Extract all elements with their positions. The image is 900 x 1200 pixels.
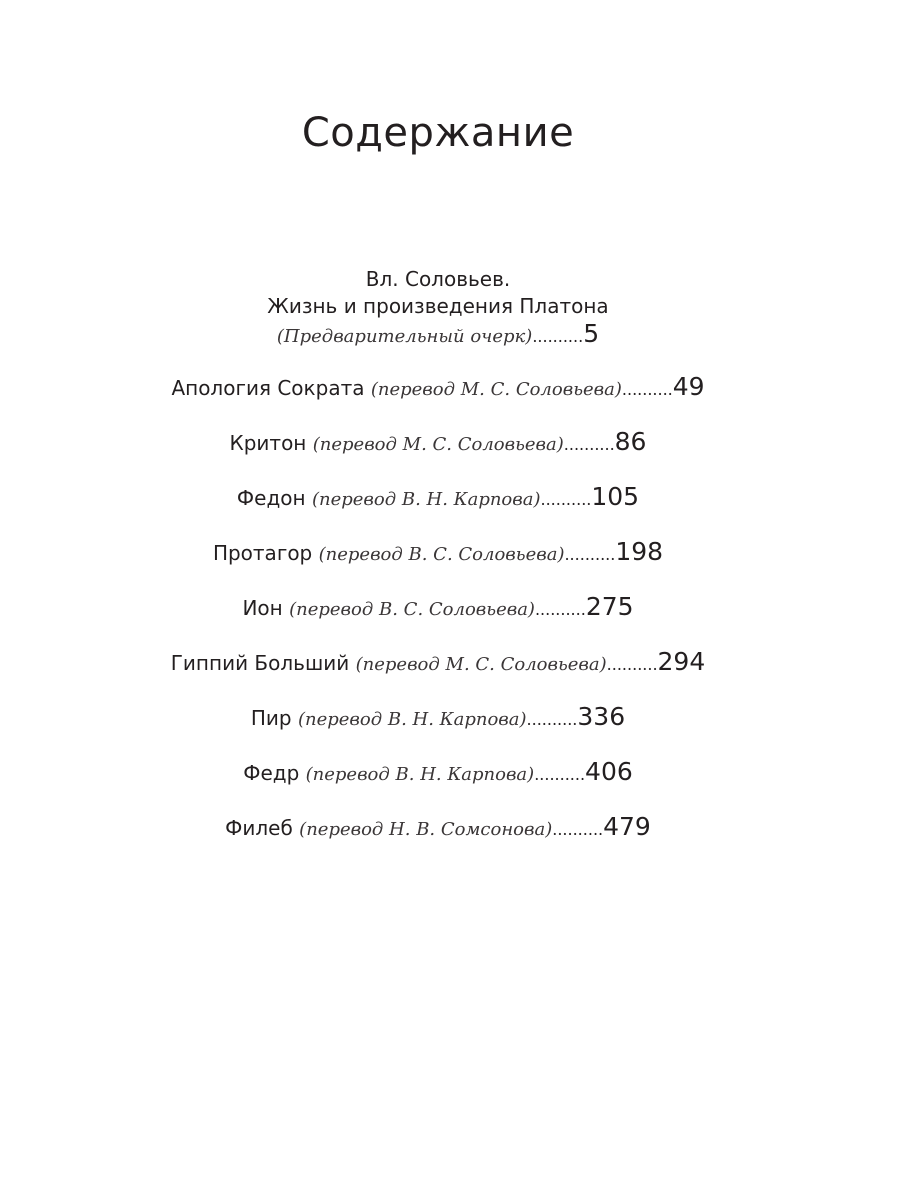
translator-note: (перевод В. Н. Карпова) [297, 709, 527, 730]
dot-leader: .......... [534, 600, 586, 619]
work-title: Пир [250, 706, 292, 730]
dot-leader: .......... [540, 490, 592, 509]
work-title: Ион [242, 596, 283, 620]
dot-leader: .......... [621, 380, 673, 399]
dot-leader: .......... [532, 327, 584, 346]
page-number: 275 [585, 592, 634, 621]
toc-entry [0, 642, 876, 697]
page-number: 406 [585, 757, 633, 786]
dot-leader: .......... [526, 710, 578, 729]
page-number: 105 [591, 482, 640, 511]
translator-note: (перевод В. Н. Карпова) [305, 764, 535, 785]
page-title: Содержание [301, 110, 575, 156]
table-of-contents [0, 367, 876, 862]
intro-note-line [0, 320, 876, 350]
intro-note: (Предварительный очерк) [276, 326, 533, 347]
work-title: Протагор [212, 541, 313, 565]
dot-leader: .......... [564, 545, 616, 564]
page-number: 86 [614, 427, 647, 456]
work-title: Апология Сократа [171, 376, 365, 400]
toc-intro-entry [0, 266, 876, 350]
translator-note: (перевод В. С. Соловьева) [289, 599, 535, 620]
translator-note: (перевод М. С. Соловьева) [312, 434, 564, 455]
translator-note: (перевод В. С. Соловьева) [318, 544, 565, 565]
page-number: 336 [577, 702, 626, 731]
work-title: Критон [229, 431, 307, 455]
intro-work-title: Жизнь и произведения Платона [267, 294, 609, 318]
dot-leader: .......... [606, 655, 658, 674]
translator-note: (перевод В. Н. Карпова) [311, 489, 541, 510]
intro-author: Вл. Соловьев. [365, 267, 511, 291]
page-number: 479 [603, 812, 651, 841]
toc-entry [0, 367, 876, 422]
toc-entry [0, 587, 876, 642]
page-number: 294 [657, 647, 706, 676]
toc-entry [0, 807, 876, 862]
work-title: Гиппий Больший [170, 651, 350, 675]
page-number: 49 [672, 372, 705, 401]
work-title: Федр [243, 761, 300, 785]
translator-note: (перевод М. С. Соловьева) [355, 654, 607, 675]
work-title: Филеб [225, 816, 293, 840]
page-number: 198 [615, 537, 664, 566]
dot-leader: .......... [552, 820, 604, 839]
translator-note: (перевод Н. В. Сомсонова) [299, 819, 553, 840]
dot-leader: .......... [563, 435, 615, 454]
toc-entry [0, 697, 876, 752]
dot-leader: .......... [534, 765, 586, 784]
work-title: Федон [236, 486, 306, 510]
toc-entry [0, 752, 876, 807]
page-number: 5 [583, 319, 600, 348]
translator-note: (перевод М. С. Соловьева) [370, 379, 622, 400]
toc-entry [0, 477, 876, 532]
toc-entry [0, 422, 876, 477]
toc-entry [0, 532, 876, 587]
